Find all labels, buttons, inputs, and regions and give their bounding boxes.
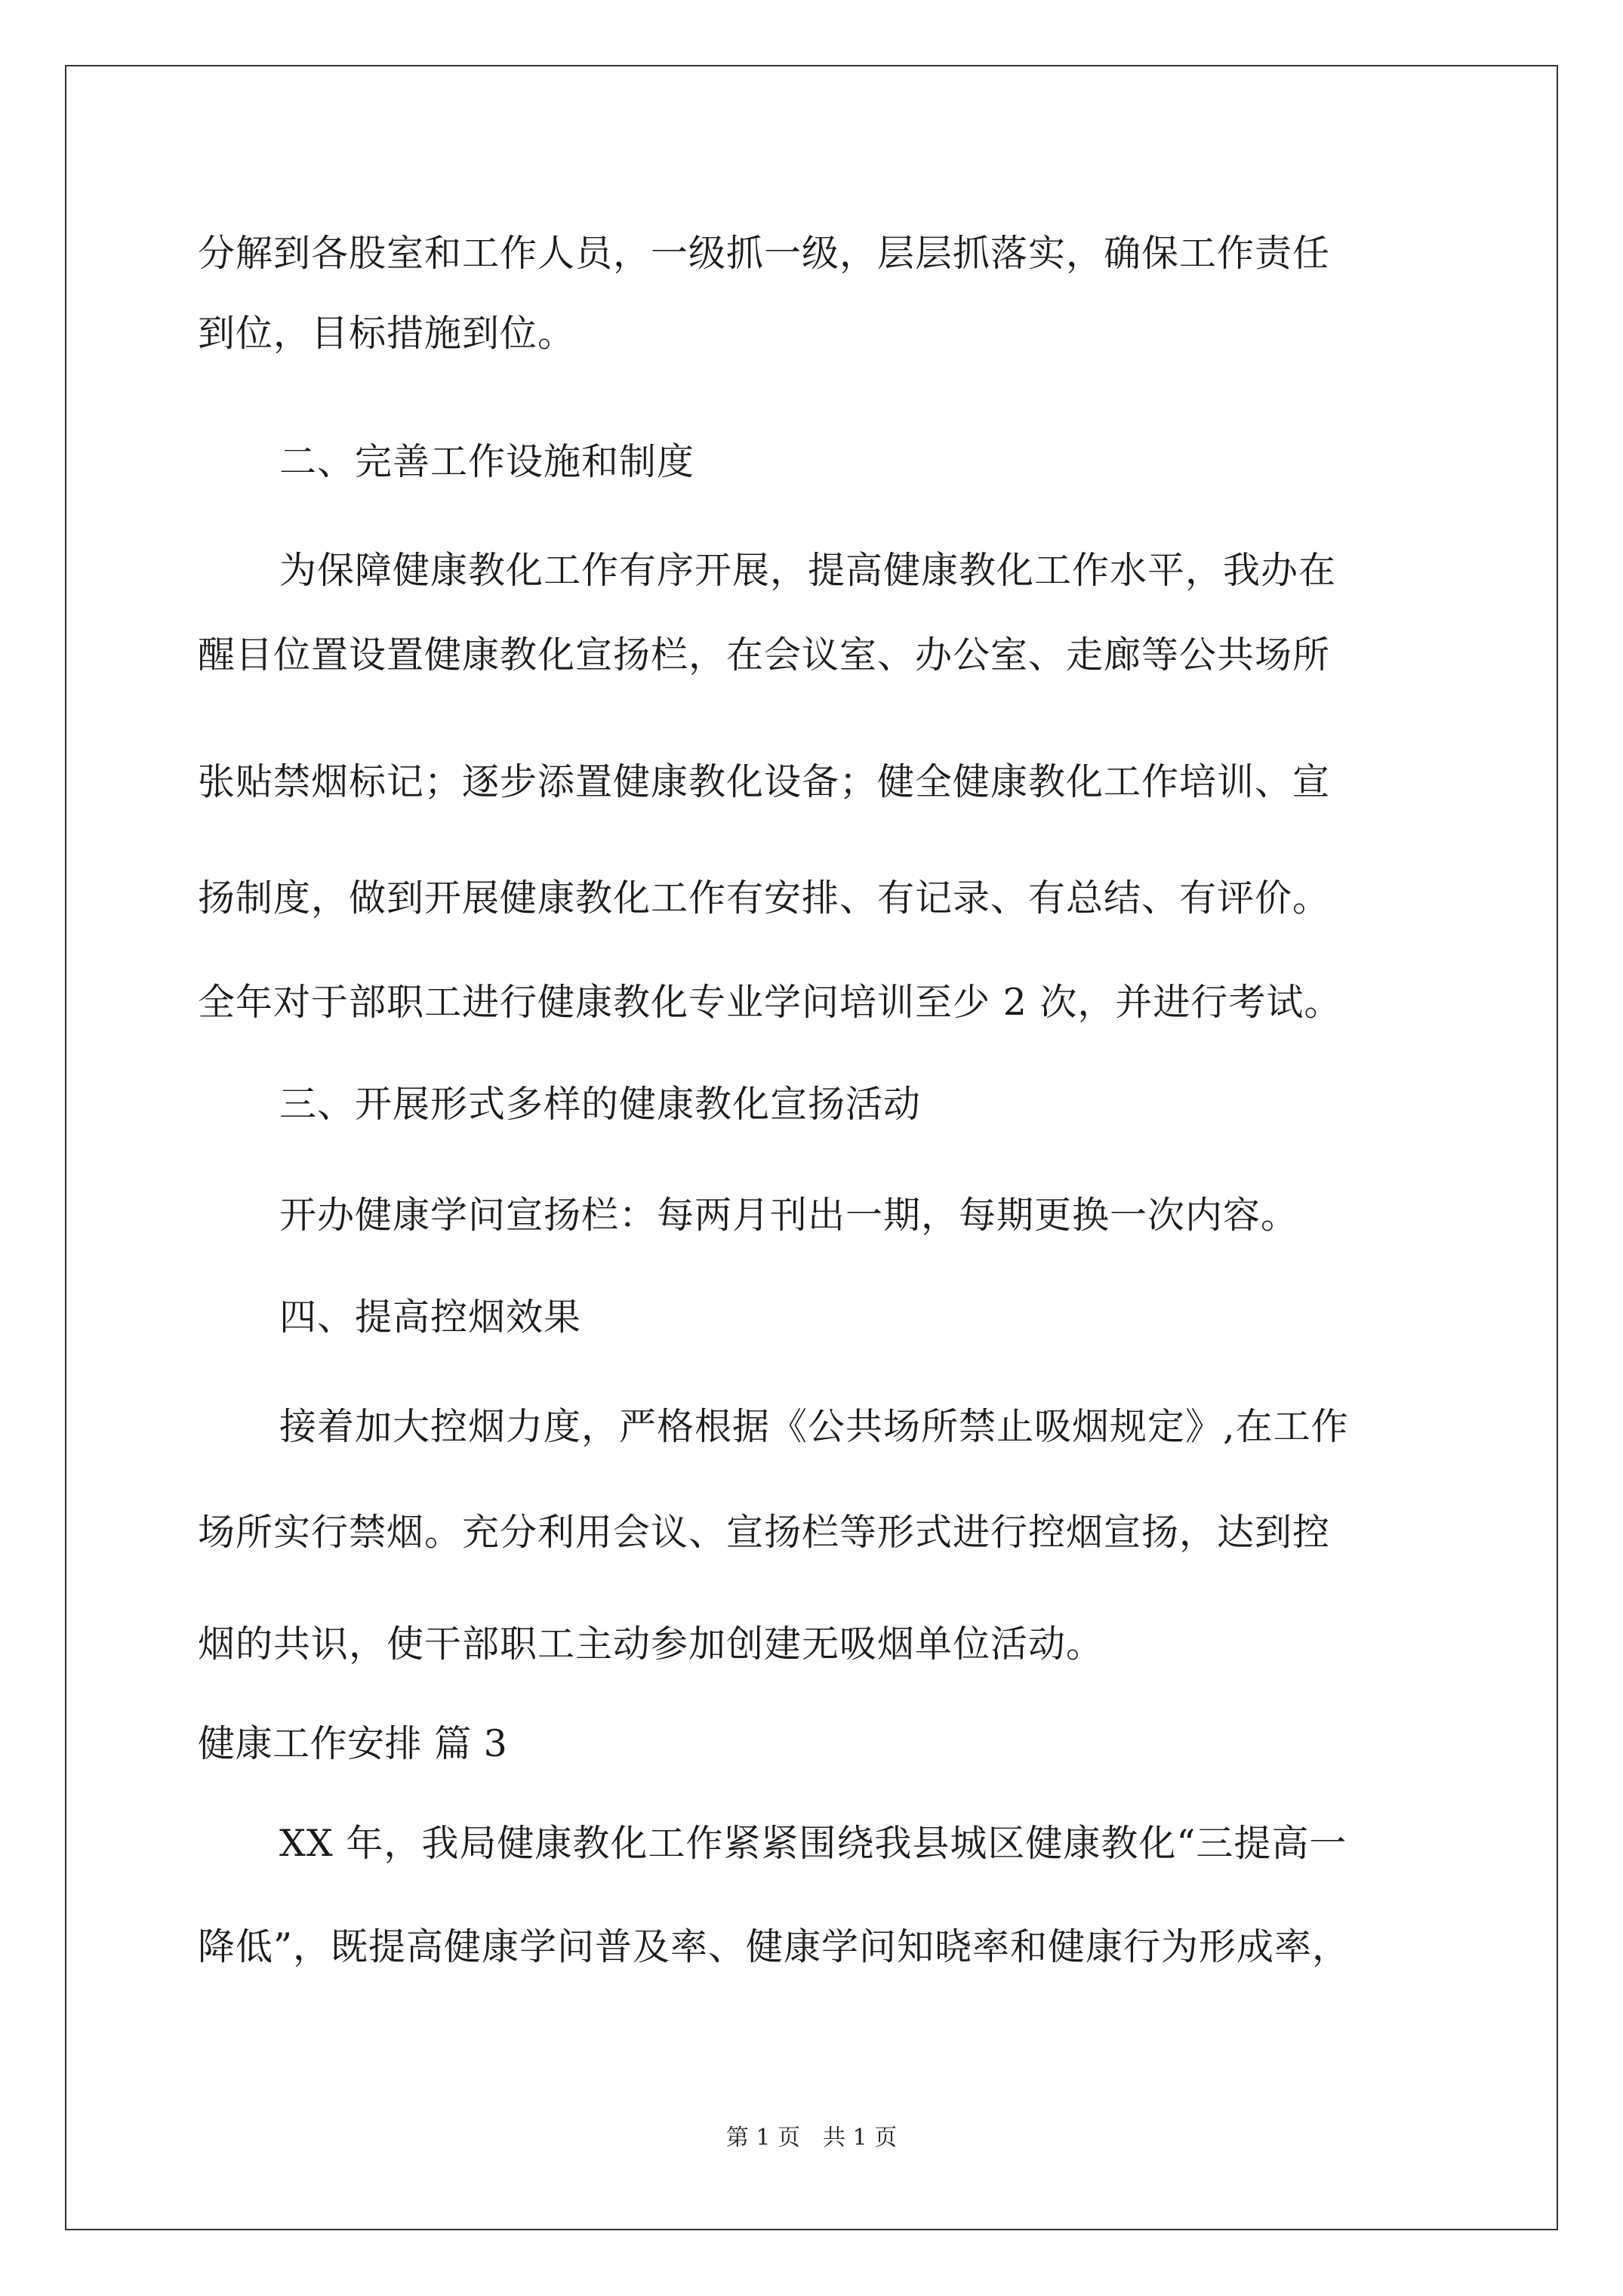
paragraph-line: 场所实行禁烟。充分利用会议、宣扬栏等形式进行控烟宣扬，达到控 <box>198 1511 1331 1554</box>
paragraph-line: 分解到各股室和工作人员，一级抓一级，层层抓落实，确保工作责任 <box>198 232 1331 275</box>
paragraph-line: 为保障健康教化工作有序开展，提高健康教化工作水平，我办在 <box>279 549 1337 592</box>
section-heading: 四、提高控烟效果 <box>279 1296 582 1339</box>
section-heading: 二、完善工作设施和制度 <box>279 440 695 483</box>
page-border <box>65 65 1558 2230</box>
paragraph-line: 全年对于部职工进行健康教化专业学问培训至少 2 次，并进行考试。 <box>198 981 1342 1024</box>
paragraph-line: 醒目位置设置健康教化宣扬栏，在会议室、办公室、走廊等公共场所 <box>198 633 1331 676</box>
paragraph-line: 接着加大控烟力度，严格根据《公共场所禁止吸烟规定》,在工作 <box>279 1405 1349 1448</box>
paragraph-line: 扬制度，做到开展健康教化工作有安排、有记录、有总结、有评价。 <box>198 877 1331 920</box>
paragraph-line: 烟的共识，使干部职工主动参加创建无吸烟单位活动。 <box>198 1623 1104 1666</box>
paragraph-line: XX 年，我局健康教化工作紧紧围绕我县城区健康教化“三提高一 <box>279 1822 1347 1865</box>
paragraph-line: 张贴禁烟标记；逐步添置健康教化设备；健全健康教化工作培训、宣 <box>198 760 1331 803</box>
paragraph-line: 开办健康学问宣扬栏：每两月刊出一期，每期更换一次内容。 <box>279 1194 1299 1237</box>
paragraph-line: 降低”，既提高健康学问普及率、健康学问知晓率和健康行为形成率， <box>198 1925 1350 1968</box>
page-number: 第 1 页 共 1 页 <box>725 2125 898 2151</box>
section-heading: 三、开展形式多样的健康教化宣扬活动 <box>279 1083 922 1126</box>
chapter-title: 健康工作安排 篇 3 <box>198 1722 508 1765</box>
paragraph-line: 到位，目标措施到位。 <box>198 312 576 355</box>
